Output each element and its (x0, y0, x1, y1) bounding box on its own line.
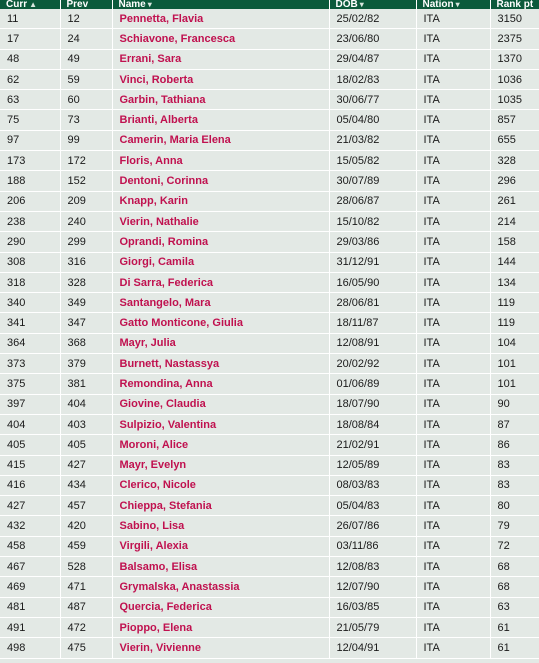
cell-player-name (112, 536, 329, 556)
cell-date-of-birth: 26/07/86 (329, 516, 416, 536)
cell-nation: ITA (416, 313, 490, 333)
cell-rank-points: 1036 (490, 69, 539, 89)
cell-previous-rank: 487 (60, 597, 112, 617)
header-label: DOB (335, 0, 358, 9)
cell-rank-points: 119 (490, 313, 539, 333)
player-name-link[interactable]: Pennetta, Flavia (119, 12, 204, 25)
sort-dropdown-icon: ▾ (455, 0, 460, 9)
player-name-link[interactable]: Mayr, Julia (119, 337, 176, 350)
player-name-link[interactable]: Gatto Monticone, Giulia (119, 317, 243, 330)
cell-nation: ITA (416, 151, 490, 171)
cell-current-rank: 481 (0, 597, 60, 617)
cell-previous-rank: 459 (60, 536, 112, 556)
cell-player-name (112, 414, 329, 434)
cell-date-of-birth: 12/08/83 (329, 557, 416, 577)
cell-previous-rank: 404 (60, 394, 112, 414)
player-name-link[interactable]: Sulpizio, Valentina (119, 418, 217, 431)
player-name-link[interactable]: Chieppa, Stefania (119, 499, 212, 512)
cell-nation: ITA (416, 272, 490, 292)
cell-date-of-birth: 29/04/87 (329, 49, 416, 69)
header-label: Prev (66, 0, 89, 9)
player-name-link[interactable]: Schiavone, Francesca (119, 32, 236, 45)
cell-rank-points: 61 (490, 638, 539, 658)
cell-player-name (112, 313, 329, 333)
cell-nation: ITA (416, 130, 490, 150)
cell-nation: ITA (416, 516, 490, 536)
cell-date-of-birth: 18/08/84 (329, 414, 416, 434)
cell-date-of-birth: 21/02/91 (329, 435, 416, 455)
table-row (0, 455, 539, 475)
sort-dropdown-icon: ▾ (147, 0, 152, 9)
cell-current-rank: 375 (0, 374, 60, 394)
cell-previous-rank: 420 (60, 516, 112, 536)
table-row (0, 577, 539, 597)
table-row (0, 638, 539, 658)
col-header-prev[interactable] (60, 0, 112, 9)
cell-rank-points: 261 (490, 191, 539, 211)
cell-rank-points: 1370 (490, 49, 539, 69)
cell-nation: ITA (416, 49, 490, 69)
player-name-link[interactable]: Moroni, Alice (119, 438, 189, 451)
cell-previous-rank: 240 (60, 211, 112, 231)
header-label: Name (118, 0, 146, 9)
cell-rank-points: 87 (490, 414, 539, 434)
cell-rank-points: 214 (490, 211, 539, 231)
cell-player-name (112, 374, 329, 394)
cell-nation: ITA (416, 293, 490, 313)
cell-current-rank: 458 (0, 536, 60, 556)
table-row (0, 333, 539, 353)
table-row (0, 394, 539, 414)
cell-rank-points: 3150 (490, 9, 539, 29)
cell-current-rank: 432 (0, 516, 60, 536)
cell-current-rank: 415 (0, 455, 60, 475)
table-row (0, 536, 539, 556)
cell-player-name (112, 49, 329, 69)
cell-player-name (112, 516, 329, 536)
cell-current-rank: 397 (0, 394, 60, 414)
player-name-link[interactable]: Sabino, Lisa (119, 520, 185, 533)
cell-previous-rank: 347 (60, 313, 112, 333)
table-row (0, 293, 539, 313)
cell-current-rank: 75 (0, 110, 60, 130)
cell-player-name (112, 232, 329, 252)
table-row (0, 90, 539, 110)
table-row (0, 49, 539, 69)
cell-previous-rank: 471 (60, 577, 112, 597)
player-name-link[interactable]: Vierin, Vivienne (119, 641, 202, 654)
cell-nation: ITA (416, 90, 490, 110)
table-row (0, 475, 539, 495)
cell-player-name (112, 90, 329, 110)
cell-player-name (112, 577, 329, 597)
cell-date-of-birth: 12/08/91 (329, 333, 416, 353)
cell-rank-points: 144 (490, 252, 539, 272)
cell-previous-rank: 209 (60, 191, 112, 211)
cell-current-rank: 416 (0, 475, 60, 495)
player-name-link[interactable]: Knapp, Karin (119, 195, 188, 208)
cell-nation: ITA (416, 455, 490, 475)
col-header-name[interactable] (112, 0, 329, 9)
table-row (0, 414, 539, 434)
cell-nation: ITA (416, 435, 490, 455)
cell-nation: ITA (416, 9, 490, 29)
cell-previous-rank: 152 (60, 171, 112, 191)
cell-nation: ITA (416, 374, 490, 394)
cell-previous-rank: 99 (60, 130, 112, 150)
cell-player-name (112, 191, 329, 211)
cell-previous-rank: 24 (60, 29, 112, 49)
cell-date-of-birth: 28/06/87 (329, 191, 416, 211)
cell-previous-rank: 59 (60, 69, 112, 89)
header-label: Nation (422, 0, 454, 9)
cell-player-name (112, 130, 329, 150)
cell-player-name (112, 597, 329, 617)
cell-player-name (112, 29, 329, 49)
cell-nation: ITA (416, 333, 490, 353)
table-row (0, 252, 539, 272)
cell-previous-rank: 349 (60, 293, 112, 313)
table-row (0, 516, 539, 536)
cell-current-rank: 238 (0, 211, 60, 231)
cell-date-of-birth: 23/06/80 (329, 29, 416, 49)
cell-nation: ITA (416, 232, 490, 252)
cell-rank-points: 68 (490, 577, 539, 597)
table-row (0, 597, 539, 617)
col-header-dob[interactable] (329, 0, 416, 9)
player-name-link[interactable]: Oprandi, Romina (119, 235, 209, 248)
cell-rank-points: 101 (490, 354, 539, 374)
cell-rank-points: 2375 (490, 29, 539, 49)
cell-date-of-birth: 30/06/77 (329, 90, 416, 110)
table-header (0, 0, 539, 9)
cell-player-name (112, 475, 329, 495)
table-body (0, 9, 539, 658)
cell-date-of-birth: 25/02/82 (329, 9, 416, 29)
cell-current-rank: 48 (0, 49, 60, 69)
cell-rank-points: 296 (490, 171, 539, 191)
cell-rank-points: 857 (490, 110, 539, 130)
cell-date-of-birth: 16/05/90 (329, 272, 416, 292)
cell-date-of-birth: 01/06/89 (329, 374, 416, 394)
cell-rank-points: 328 (490, 151, 539, 171)
cell-rank-points: 119 (490, 293, 539, 313)
cell-date-of-birth: 29/03/86 (329, 232, 416, 252)
cell-current-rank: 11 (0, 9, 60, 29)
cell-date-of-birth: 20/02/92 (329, 354, 416, 374)
cell-previous-rank: 316 (60, 252, 112, 272)
table-row (0, 617, 539, 637)
cell-previous-rank: 528 (60, 557, 112, 577)
cell-rank-points: 158 (490, 232, 539, 252)
cell-rank-points: 61 (490, 617, 539, 637)
cell-nation: ITA (416, 171, 490, 191)
cell-rank-points: 80 (490, 496, 539, 516)
cell-player-name (112, 496, 329, 516)
cell-player-name (112, 455, 329, 475)
cell-previous-rank: 457 (60, 496, 112, 516)
player-name-link[interactable]: Giorgi, Camila (119, 256, 195, 269)
table-row (0, 374, 539, 394)
cell-date-of-birth: 30/07/89 (329, 171, 416, 191)
table-row (0, 29, 539, 49)
cell-nation: ITA (416, 475, 490, 495)
table-row (0, 191, 539, 211)
player-name-link[interactable]: Santangelo, Mara (119, 296, 211, 309)
player-name-link[interactable]: Pioppo, Elena (119, 621, 193, 634)
table-row (0, 130, 539, 150)
cell-current-rank: 373 (0, 354, 60, 374)
cell-rank-points: 86 (490, 435, 539, 455)
cell-previous-rank: 60 (60, 90, 112, 110)
cell-date-of-birth: 05/04/83 (329, 496, 416, 516)
cell-date-of-birth: 18/11/87 (329, 313, 416, 333)
player-name-link[interactable]: Vinci, Roberta (119, 73, 194, 86)
cell-current-rank: 467 (0, 557, 60, 577)
cell-player-name (112, 151, 329, 171)
cell-previous-rank: 403 (60, 414, 112, 434)
player-name-link[interactable]: Remondina, Anna (119, 377, 213, 390)
cell-date-of-birth: 18/07/90 (329, 394, 416, 414)
cell-player-name (112, 394, 329, 414)
table-row (0, 171, 539, 191)
cell-date-of-birth: 15/10/82 (329, 211, 416, 231)
cell-date-of-birth: 16/03/85 (329, 597, 416, 617)
cell-previous-rank: 434 (60, 475, 112, 495)
header-row (0, 0, 539, 9)
player-name-link[interactable]: Brianti, Alberta (119, 114, 198, 127)
player-name-link[interactable]: Di Sarra, Federica (119, 276, 214, 289)
cell-player-name (112, 557, 329, 577)
table-row (0, 496, 539, 516)
cell-date-of-birth: 12/05/89 (329, 455, 416, 475)
table-row (0, 151, 539, 171)
cell-player-name (112, 638, 329, 658)
header-label: Curr (6, 0, 28, 9)
cell-date-of-birth: 12/07/90 (329, 577, 416, 597)
cell-current-rank: 341 (0, 313, 60, 333)
cell-current-rank: 405 (0, 435, 60, 455)
player-name-link[interactable]: Burnett, Nastassya (119, 357, 220, 370)
cell-player-name (112, 211, 329, 231)
cell-current-rank: 498 (0, 638, 60, 658)
cell-date-of-birth: 21/05/79 (329, 617, 416, 637)
cell-nation: ITA (416, 110, 490, 130)
cell-rank-points: 83 (490, 455, 539, 475)
player-name-link[interactable]: Virgili, Alexia (119, 540, 188, 553)
cell-date-of-birth: 12/04/91 (329, 638, 416, 658)
cell-nation: ITA (416, 394, 490, 414)
cell-nation: ITA (416, 496, 490, 516)
cell-date-of-birth: 15/05/82 (329, 151, 416, 171)
cell-current-rank: 17 (0, 29, 60, 49)
cell-rank-points: 655 (490, 130, 539, 150)
cell-previous-rank: 12 (60, 9, 112, 29)
player-name-link[interactable]: Errani, Sara (119, 53, 182, 66)
cell-player-name (112, 435, 329, 455)
cell-current-rank: 308 (0, 252, 60, 272)
cell-current-rank: 491 (0, 617, 60, 637)
cell-current-rank: 364 (0, 333, 60, 353)
cell-previous-rank: 368 (60, 333, 112, 353)
cell-player-name (112, 333, 329, 353)
cell-current-rank: 318 (0, 272, 60, 292)
cell-player-name (112, 9, 329, 29)
player-name-link[interactable]: Quercia, Federica (119, 601, 212, 614)
table-row (0, 110, 539, 130)
cell-nation: ITA (416, 536, 490, 556)
table-row (0, 232, 539, 252)
cell-current-rank: 188 (0, 171, 60, 191)
cell-player-name (112, 293, 329, 313)
cell-previous-rank: 172 (60, 151, 112, 171)
cell-rank-points: 79 (490, 516, 539, 536)
cell-date-of-birth: 21/03/82 (329, 130, 416, 150)
cell-player-name (112, 110, 329, 130)
cell-date-of-birth: 28/06/81 (329, 293, 416, 313)
cell-date-of-birth: 18/02/83 (329, 69, 416, 89)
cell-nation: ITA (416, 617, 490, 637)
cell-current-rank: 340 (0, 293, 60, 313)
player-name-link[interactable]: Dentoni, Corinna (119, 175, 209, 188)
cell-rank-points: 101 (490, 374, 539, 394)
col-header-nation[interactable] (416, 0, 490, 9)
cell-previous-rank: 475 (60, 638, 112, 658)
cell-rank-points: 83 (490, 475, 539, 495)
cell-previous-rank: 379 (60, 354, 112, 374)
cell-date-of-birth: 31/12/91 (329, 252, 416, 272)
player-name-link[interactable]: Balsamo, Elisa (119, 560, 198, 573)
table-row (0, 557, 539, 577)
player-name-link[interactable]: Clerico, Nicole (119, 479, 196, 492)
cell-date-of-birth: 08/03/83 (329, 475, 416, 495)
cell-previous-rank: 427 (60, 455, 112, 475)
cell-previous-rank: 328 (60, 272, 112, 292)
cell-date-of-birth: 03/11/86 (329, 536, 416, 556)
cell-nation: ITA (416, 252, 490, 272)
cell-player-name (112, 617, 329, 637)
cell-previous-rank: 405 (60, 435, 112, 455)
cell-date-of-birth: 05/04/80 (329, 110, 416, 130)
cell-nation: ITA (416, 29, 490, 49)
table-row (0, 9, 539, 29)
player-name-link[interactable]: Vierin, Nathalie (119, 215, 199, 228)
cell-nation: ITA (416, 597, 490, 617)
table-row (0, 69, 539, 89)
cell-nation: ITA (416, 638, 490, 658)
cell-rank-points: 1035 (490, 90, 539, 110)
cell-previous-rank: 381 (60, 374, 112, 394)
table-row (0, 354, 539, 374)
cell-player-name (112, 354, 329, 374)
cell-nation: ITA (416, 191, 490, 211)
col-header-rank-points[interactable] (490, 0, 539, 9)
table-row (0, 272, 539, 292)
cell-current-rank: 427 (0, 496, 60, 516)
cell-player-name (112, 171, 329, 191)
cell-current-rank: 63 (0, 90, 60, 110)
cell-nation: ITA (416, 69, 490, 89)
player-name-link[interactable]: Garbin, Tathiana (119, 93, 206, 106)
cell-current-rank: 469 (0, 577, 60, 597)
cell-player-name (112, 272, 329, 292)
cell-current-rank: 206 (0, 191, 60, 211)
cell-nation: ITA (416, 557, 490, 577)
cell-rank-points: 63 (490, 597, 539, 617)
cell-current-rank: 62 (0, 69, 60, 89)
cell-current-rank: 404 (0, 414, 60, 434)
cell-rank-points: 72 (490, 536, 539, 556)
table-row (0, 435, 539, 455)
cell-rank-points: 68 (490, 557, 539, 577)
cell-current-rank: 173 (0, 151, 60, 171)
sort-dropdown-icon: ▾ (359, 0, 364, 9)
cell-previous-rank: 49 (60, 49, 112, 69)
cell-rank-points: 104 (490, 333, 539, 353)
cell-previous-rank: 299 (60, 232, 112, 252)
cell-current-rank: 290 (0, 232, 60, 252)
cell-rank-points: 134 (490, 272, 539, 292)
table-row (0, 313, 539, 333)
header-label: Rank pt (496, 0, 534, 9)
cell-nation: ITA (416, 577, 490, 597)
cell-nation: ITA (416, 414, 490, 434)
cell-rank-points: 90 (490, 394, 539, 414)
cell-previous-rank: 472 (60, 617, 112, 637)
cell-player-name (112, 69, 329, 89)
cell-current-rank: 97 (0, 130, 60, 150)
player-name-link[interactable]: Giovine, Claudia (119, 398, 206, 411)
player-name-link[interactable]: Grymalska, Anastassia (119, 580, 240, 593)
col-header-curr[interactable] (0, 0, 60, 9)
cell-nation: ITA (416, 354, 490, 374)
player-name-link[interactable]: Floris, Anna (119, 154, 183, 167)
player-name-link[interactable]: Mayr, Evelyn (119, 459, 187, 472)
table-row (0, 211, 539, 231)
cell-previous-rank: 73 (60, 110, 112, 130)
player-name-link[interactable]: Camerin, Maria Elena (119, 134, 231, 147)
sort-ascending-icon: ▲ (29, 0, 38, 9)
cell-nation: ITA (416, 211, 490, 231)
cell-player-name (112, 252, 329, 272)
